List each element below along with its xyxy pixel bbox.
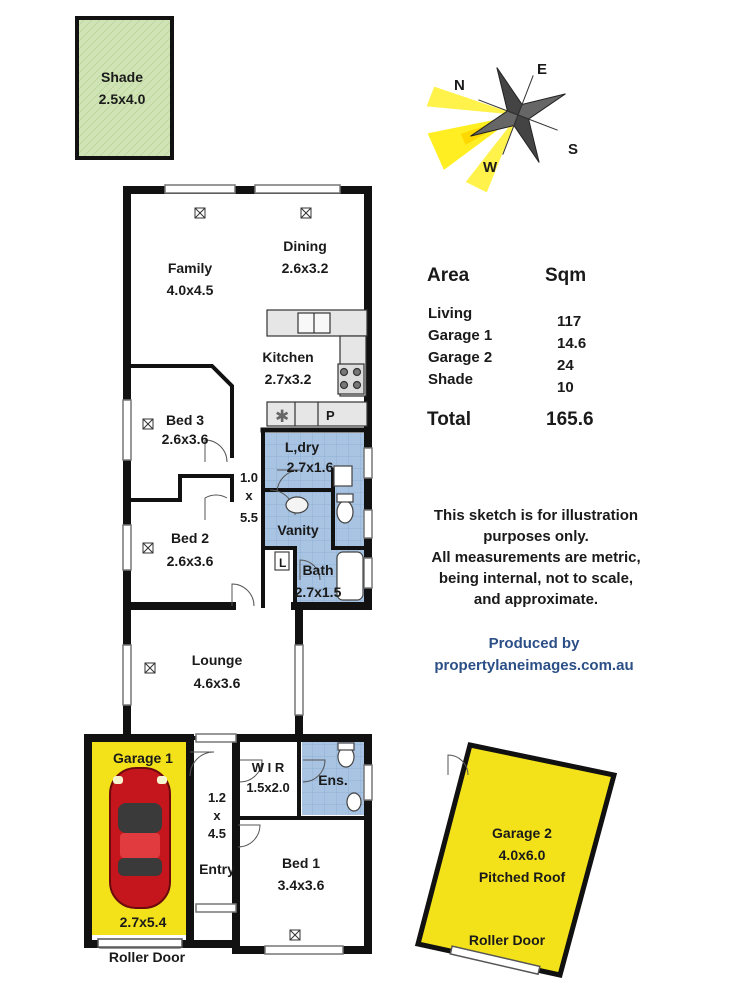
shade-dims: 2.5x4.0 [98, 91, 146, 107]
bed2-label: Bed 2 [170, 530, 210, 546]
hall-length: 5.5 [239, 510, 259, 525]
disclaimer [406, 505, 666, 610]
car-icon [110, 768, 170, 908]
bath-label: Bath [302, 562, 334, 578]
cooktop-icon [338, 364, 364, 394]
lounge-label: Lounge [191, 652, 243, 668]
area-row-value: 10 [557, 379, 574, 396]
garage1-label: Garage 1 [113, 750, 173, 766]
toilet-icon [337, 501, 353, 523]
credit [404, 633, 664, 677]
area-row-label: Garage 1 [428, 327, 493, 344]
dining-dims: 2.6x3.2 [281, 260, 329, 276]
area-row-label: Garage 2 [428, 349, 493, 366]
laundry-label: L,dry [284, 439, 320, 455]
entry-width: 1.2 [207, 790, 227, 805]
bath-dims: 2.7x1.5 [294, 584, 342, 600]
bed3-dims: 2.6x3.6 [161, 431, 209, 447]
garage2-dims: 4.0x6.0 [498, 847, 546, 863]
family-label: Family [167, 260, 213, 276]
family-dims: 4.0x4.5 [166, 282, 214, 298]
compass-west: W [483, 159, 498, 176]
garage2-label: Garage 2 [492, 825, 552, 841]
ensuite-label: Ens. [318, 772, 348, 788]
disclaimer-line: This sketch is for illustration [433, 507, 639, 524]
area-row-label: Living [428, 305, 473, 322]
area-column-header: Area [427, 265, 470, 286]
ensuite-basin [347, 793, 361, 811]
disclaimer-line: and approximate. [473, 591, 599, 608]
disclaimer-line: purposes only. [483, 528, 589, 545]
compass-north: N [454, 77, 465, 94]
bed2-dims: 2.6x3.6 [166, 553, 214, 569]
fan-icon: ✱ [275, 407, 290, 427]
garage-1-roller-door [98, 939, 182, 947]
garage1-dims: 2.7x5.4 [119, 914, 167, 930]
credit-line: Produced by [488, 635, 580, 652]
wir-label: W I R [251, 760, 285, 775]
vanity-basin [286, 497, 308, 513]
bed3-label: Bed 3 [165, 412, 205, 428]
laundry-dims: 2.7x1.6 [286, 459, 334, 475]
entry-length: 4.5 [207, 826, 227, 841]
shade-area [77, 18, 172, 158]
bed1-label: Bed 1 [281, 855, 321, 871]
area-row-value: 117 [557, 313, 582, 330]
hall-width: 1.0 [239, 470, 259, 485]
kitchen-dims: 2.7x3.2 [264, 371, 312, 387]
vanity-label: Vanity [277, 522, 319, 538]
area-row-value: 14.6 [557, 335, 587, 352]
compass-east: E [537, 61, 548, 78]
total-label: Total [427, 409, 471, 430]
shade-label: Shade [100, 69, 144, 85]
hall-x: x [245, 488, 253, 503]
area-row-value: 24 [557, 357, 574, 374]
garage1-door-label: Roller Door [108, 949, 186, 965]
sqm-column-header: Sqm [545, 265, 587, 286]
disclaimer-line: All measurements are metric, [431, 549, 641, 566]
wir-dims: 1.5x2.0 [246, 780, 290, 795]
compass-rose [411, 39, 589, 205]
pantry-label: P [326, 408, 335, 423]
compass-south: S [568, 141, 579, 158]
linen-label: L [279, 556, 287, 570]
lounge-dims: 4.6x3.6 [193, 675, 241, 691]
area-row-label: Shade [428, 371, 474, 388]
garage2-note: Pitched Roof [478, 869, 566, 885]
credit-website-link[interactable]: propertylaneimages.com.au [434, 657, 634, 674]
kitchen-label: Kitchen [262, 349, 314, 365]
garage2-door-label: Roller Door [468, 932, 546, 948]
entry-x: x [213, 808, 221, 823]
total-value: 165.6 [546, 409, 594, 430]
disclaimer-line: being internal, not to scale, [438, 570, 634, 587]
entry-label: Entry [199, 861, 235, 877]
dining-label: Dining [283, 238, 327, 254]
bed1-dims: 3.4x3.6 [277, 877, 325, 893]
